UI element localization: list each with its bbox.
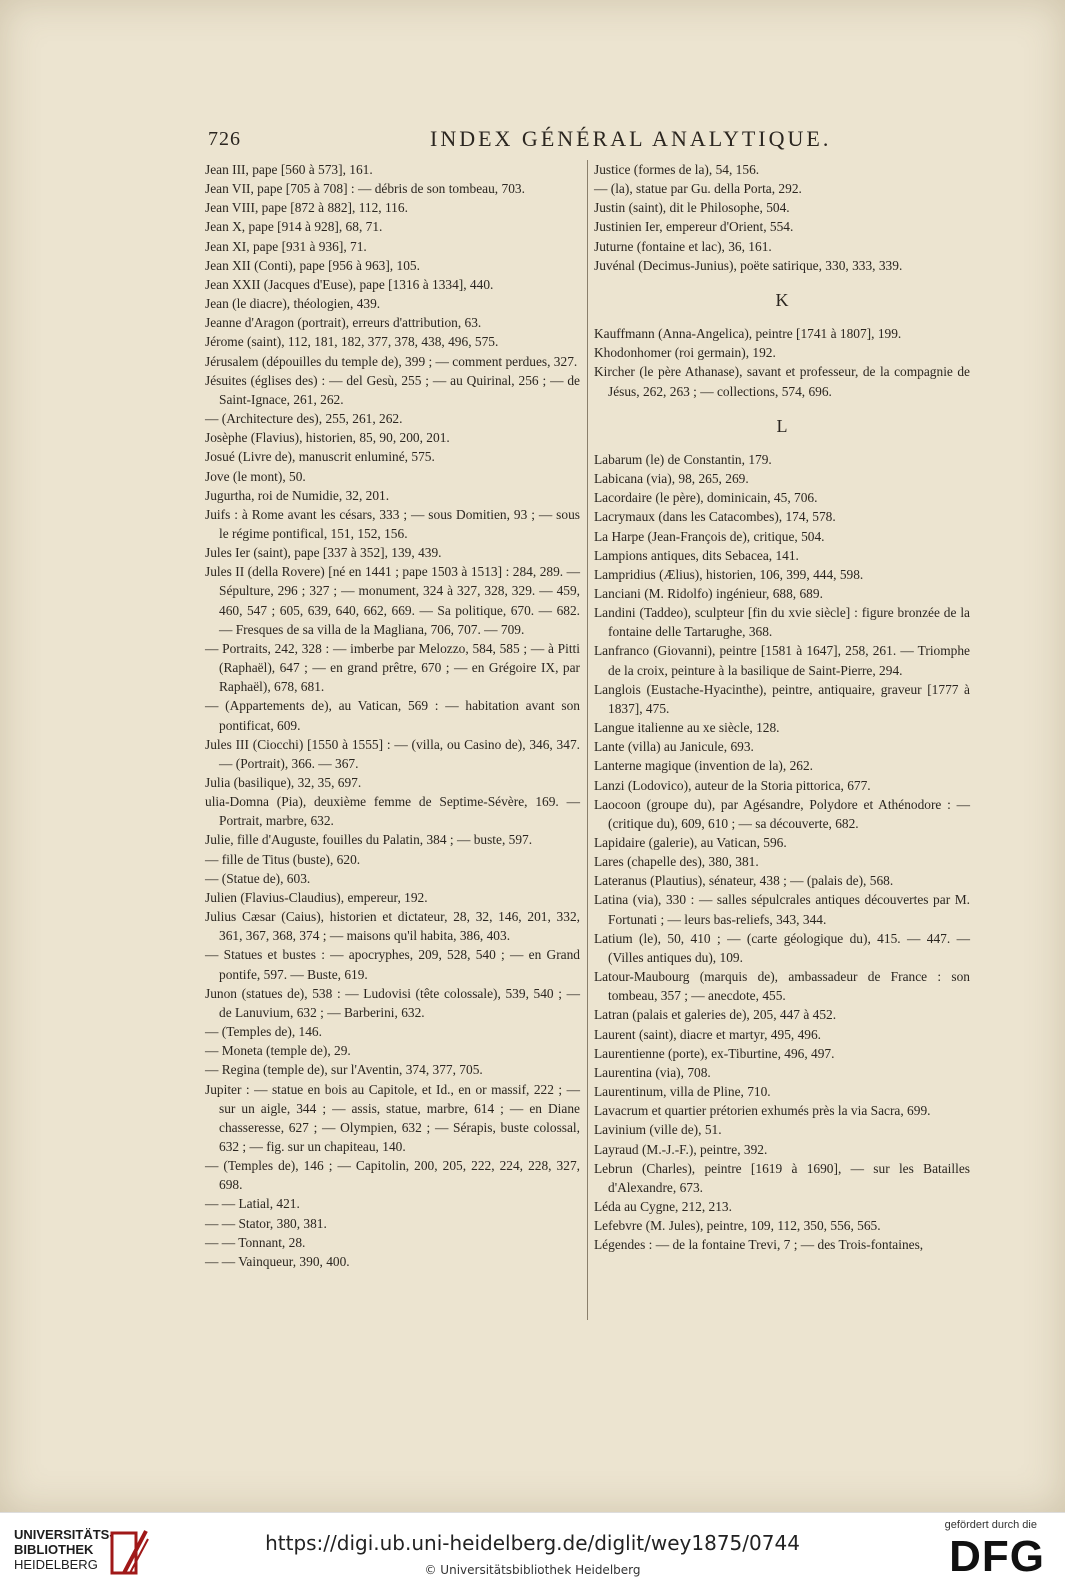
library-name-line3: HEIDELBERG: [14, 1557, 98, 1572]
index-entry: Jupiter : — statue en bois au Capitole, et Id., en or massif, 222 ; — sur un aigle, 344 ; — assis, statue, marbre, 614 ; — en Diane chasseresse, 627 ; — Olympien, 632 ; — Sérapis, buste colossal, 632 ; — fig. sur un chapiteau, 140.: [205, 1081, 580, 1154]
index-entry: Juturne (fontaine et lac), 36, 161.: [594, 238, 772, 254]
running-title: INDEX GÉNÉRAL ANALYTIQUE.: [430, 126, 832, 151]
index-entry: Lebrun (Charles), peintre [1619 à 1690], — sur les Batailles d'Alexandre, 673.: [594, 1160, 970, 1195]
index-entry: Josèphe (Flavius), historien, 85, 90, 200, 201.: [205, 430, 450, 446]
index-entry: Lante (villa) au Janicule, 693.: [594, 739, 754, 755]
index-entry: Khodonhomer (roi germain), 192.: [594, 345, 776, 361]
index-entry: Jean III, pape [560 à 573], 161.: [205, 162, 373, 177]
index-entry: Jeanne d'Aragon (portrait), erreurs d'attribution, 63.: [205, 315, 482, 331]
index-entry: Lanzi (Lodovico), auteur de la Storia pittorica, 677.: [594, 777, 871, 793]
index-entry: Lacrymaux (dans les Catacombes), 174, 578.: [594, 509, 836, 525]
index-entry: Lefebvre (M. Jules), peintre, 109, 112, 350, 556, 565.: [594, 1218, 881, 1234]
index-section-k: [594, 324, 970, 401]
index-entry: Jérusalem (dépouilles du temple de), 399 ; — comment perdues, 327.: [205, 353, 578, 369]
index-entry: Juvénal (Decimus-Junius), poëte satirique, 330, 333, 339.: [594, 257, 903, 273]
index-entry: Jules II (della Rovere) [né en 1441 ; pape 1503 à 1513] : 284, 289. — Sépulture, 296 ; 327 ; — monument, 324 à 327, 328, 329. — 459, 460, 547 ; 605, 639, 640, 662, 669. — Sa politique, 670. — 682. — Fresques de sa villa de la Magliana, 706, 707. — 709.: [205, 564, 580, 637]
index-entry: Légendes : — de la fontaine Trevi, 7 ; — des Trois-fontaines,: [594, 1237, 924, 1253]
index-entry: Laocoon (groupe du), par Agésandre, Polydore et Athénodore : — (critique du), 609, 610 ; — sa découverte, 682.: [594, 796, 970, 831]
index-entry: Jean XI, pape [931 à 936], 71.: [205, 238, 367, 254]
index-entry: Latium (le), 50, 410 ; — (carte géologique du), 415. — 447. — (Villes antiques du), 109.: [594, 930, 970, 965]
library-name-line1: UNIVERSITÄTS-: [14, 1527, 114, 1542]
index-entry: Jérome (saint), 112, 181, 182, 377, 378, 438, 496, 575.: [205, 334, 499, 350]
index-entry: Latran (palais et galeries de), 205, 447 à 452.: [594, 1007, 837, 1023]
index-entry: Jules Ier (saint), pape [337 à 352], 139, 439.: [205, 545, 442, 561]
index-entry: — (Appartements de), au Vatican, 569 : — habitation avant son pontificat, 609.: [205, 698, 580, 733]
page-number: 726: [208, 128, 241, 150]
index-entry: Lavinium (ville de), 51.: [594, 1122, 722, 1138]
index-entry: Jean (le diacre), théologien, 439.: [205, 296, 381, 312]
index-entry: ulia-Domna (Pia), deuxième femme de Septime-Sévère, 169. — Portrait, marbre, 632.: [205, 794, 580, 829]
index-entry: Lacordaire (le père), dominicain, 45, 706.: [594, 490, 818, 506]
index-entry: Julie, fille d'Auguste, fouilles du Palatin, 384 ; — buste, 597.: [205, 832, 533, 848]
index-entry: Jean XII (Conti), pape [956 à 963], 105.: [205, 257, 420, 273]
index-entry: Lanfranco (Giovanni), peintre [1581 à 1647], 258, 261. — Triomphe de la croix, peinture à la basilique de Saint-Pierre, 294.: [594, 643, 970, 678]
index-entry: Jugurtha, roi de Numidie, 32, 201.: [205, 487, 390, 503]
index-entry: Junon (statues de), 538 : — Ludovisi (tête colossale), 539, 540 ; — de Lanuvium, 632 ; — Barberini, 632.: [205, 985, 580, 1020]
index-entry: Justinien Ier, empereur d'Orient, 554.: [594, 219, 794, 235]
viewer-footer: [0, 1512, 1065, 1590]
index-entry: Laurentinum, villa de Pline, 710.: [594, 1084, 771, 1100]
index-entry: Layraud (M.-J.-F.), peintre, 392.: [594, 1141, 768, 1157]
index-entry: Lateranus (Plautius), sénateur, 438 ; — (palais de), 568.: [594, 873, 894, 889]
index-entry: — Portraits, 242, 328 : — imberbe par Melozzo, 584, 585 ; — à Pitti (Raphaël), 647 ; — en grand prêtre, 670 ; — en Grégoire IX, par Raphaël), 678, 681.: [205, 640, 580, 695]
index-entry: Lampions antiques, dits Sebacea, 141.: [594, 547, 799, 563]
index-entry: — (la), statue par Gu. della Porta, 292.: [594, 181, 802, 197]
index-entry: Laurentina (via), 708.: [594, 1064, 711, 1080]
index-entry: Julien (Flavius-Claudius), empereur, 192.: [205, 889, 428, 905]
index-entry: Langlois (Eustache-Hyacinthe), peintre, antiquaire, graveur [1777 à 1837], 475.: [594, 681, 970, 716]
index-entry: Jean XXII (Jacques d'Euse), pape [1316 à 1334], 440.: [205, 276, 494, 292]
index-entry: Jésuites (églises des) : — del Gesù, 255 ; — au Quirinal, 256 ; — de Saint-Ignace, 261, 262.: [205, 372, 580, 407]
index-section-j: [594, 160, 970, 275]
index-entry: Kircher (le père Athanase), savant et professeur, de la compagnie de Jésus, 262, 263 ; — collections, 574, 696.: [594, 364, 970, 399]
index-entry: Laurent (saint), diacre et martyr, 495, 496.: [594, 1026, 822, 1042]
document-url-link[interactable]: https://digi.ub.uni-heidelberg.de/diglit/wey1875/0744: [265, 1531, 800, 1555]
index-entry: Lavacrum et quartier prétorien exhumés près la via Sacra, 699.: [594, 1103, 931, 1119]
index-entry: — — Stator, 380, 381.: [205, 1215, 327, 1231]
index-entry: — (Temples de), 146 ; — Capitolin, 200, 205, 222, 224, 228, 327, 698.: [205, 1158, 580, 1193]
index-entry: — Moneta (temple de), 29.: [205, 1043, 351, 1059]
index-entry: Lanterne magique (invention de la), 262.: [594, 758, 814, 774]
index-entry: Latour-Maubourg (marquis de), ambassadeur de France : son tombeau, 357 ; — anecdote, 455.: [594, 969, 970, 1004]
index-entry: Langue italienne au xe siècle, 128.: [594, 720, 780, 736]
index-entry: Léda au Cygne, 212, 213.: [594, 1198, 732, 1214]
index-entry: La Harpe (Jean-François de), critique, 504.: [594, 528, 825, 544]
index-entry: Jules III (Ciocchi) [1550 à 1555] : — (villa, ou Casino de), 346, 347. — (Portrait), 366. — 367.: [205, 736, 580, 771]
index-entry: Landini (Taddeo), sculpteur [fin du xvie siècle] : figure bronzée de la fontaine delle Tartarughe, 368.: [594, 605, 970, 640]
funding-caption: gefördert durch die: [944, 1519, 1037, 1531]
index-entry: Labarum (le) de Constantin, 179.: [594, 451, 772, 467]
dfg-logo: DFG: [949, 1532, 1045, 1581]
index-entry: Justin (saint), dit le Philosophe, 504.: [594, 200, 790, 216]
index-entry: — fille de Titus (buste), 620.: [205, 851, 361, 867]
index-entry: Jean VII, pape [705 à 708] : — débris de son tombeau, 703.: [205, 181, 525, 197]
index-entry: — Regina (temple de), sur l'Aventin, 374, 377, 705.: [205, 1062, 483, 1078]
column-divider: [587, 160, 588, 1320]
index-entry: Latina (via), 330 : — salles sépulcrales antiques découvertes par M. Fortunati ; — leurs bas-reliefs, 343, 344.: [594, 892, 970, 927]
index-entry: Lapidaire (galerie), au Vatican, 596.: [594, 835, 787, 850]
index-entry: Justice (formes de la), 54, 156.: [594, 162, 760, 177]
index-entry: Josué (Livre de), manuscrit enluminé, 575.: [205, 449, 435, 465]
index-entry: Kauffmann (Anna-Angelica), peintre [1741 à 1807], 199.: [594, 326, 902, 342]
index-entry: — — Vainqueur, 390, 400.: [205, 1253, 350, 1269]
index-entry: Jean X, pape [914 à 928], 68, 71.: [205, 219, 383, 235]
index-entry: Juifs : à Rome avant les césars, 333 ; — sous Domitien, 93 ; — sous le régime pontifical, 151, 152, 156.: [205, 506, 580, 541]
index-column-left: [205, 160, 580, 1271]
index-entry: — — Latial, 421.: [205, 1196, 300, 1212]
section-heading-k: K: [775, 289, 789, 310]
index-entry: Laurentienne (porte), ex-Tiburtine, 496, 497.: [594, 1045, 835, 1061]
index-entry: — — Tonnant, 28.: [205, 1234, 306, 1250]
index-entry: — (Architecture des), 255, 261, 262.: [205, 411, 403, 427]
index-entry: — (Statue de), 603.: [205, 870, 311, 886]
index-entry: Jove (le mont), 50.: [205, 468, 306, 484]
index-entry: Lares (chapelle des), 380, 381.: [594, 854, 759, 870]
index-entry: Lampridius (Ælius), historien, 106, 399, 444, 598.: [594, 566, 864, 582]
index-entry: Labicana (via), 98, 265, 269.: [594, 471, 749, 487]
library-name-line2: BIBLIOTHEK: [14, 1542, 94, 1557]
section-heading-l: L: [776, 415, 788, 436]
index-entry: Julia (basilique), 32, 35, 697.: [205, 775, 362, 790]
index-entry: Jean VIII, pape [872 à 882], 112, 116.: [205, 200, 408, 216]
copyright-notice: © Universitätsbibliothek Heidelberg: [424, 1563, 641, 1577]
index-entry: — Statues et bustes : — apocryphes, 209, 528, 540 ; — en Grand pontife, 597. — Buste, 619.: [205, 947, 580, 982]
index-section-l: [594, 450, 970, 1255]
index-column-right: [594, 160, 970, 1254]
index-entry: — (Temples de), 146.: [205, 1024, 322, 1040]
index-entry: Lanciani (M. Ridolfo) ingénieur, 688, 689.: [594, 585, 823, 601]
index-entry: Julius Cæsar (Caius), historien et dictateur, 28, 32, 146, 201, 332, 361, 367, 368, 374 ; — maisons qu'il habita, 386, 403.: [205, 909, 580, 944]
